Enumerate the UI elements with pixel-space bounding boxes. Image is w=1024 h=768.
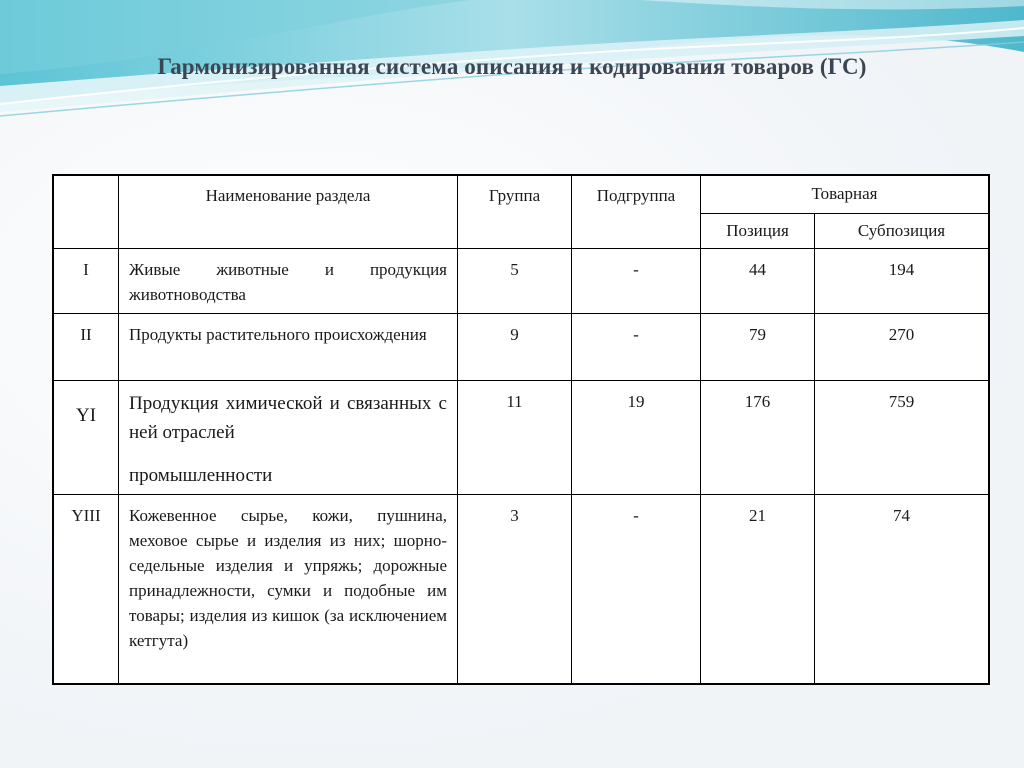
subposition-count: 74 bbox=[893, 506, 910, 525]
position-count: 79 bbox=[749, 325, 766, 344]
subposition-count: 759 bbox=[888, 392, 915, 411]
header-commodity: Товарная bbox=[701, 175, 990, 213]
group-count: 11 bbox=[506, 392, 523, 411]
position-count: 44 bbox=[749, 260, 766, 279]
subgroup-count: - bbox=[633, 506, 639, 525]
section-number: YI bbox=[75, 405, 97, 426]
section-number: II bbox=[80, 325, 92, 344]
position-count: 176 bbox=[744, 392, 771, 411]
hs-sections-table bbox=[52, 174, 990, 685]
group-count: 9 bbox=[510, 325, 519, 344]
group-count: 3 bbox=[510, 506, 519, 525]
header-subgroup: Подгруппа bbox=[572, 175, 701, 249]
line-gap bbox=[129, 447, 447, 461]
section-name: Живые животные и продукция животноводства bbox=[129, 260, 447, 304]
section-name-line: промышленности bbox=[129, 465, 273, 486]
slide-title: Гармонизированная система описания и кодирования товаров (ГС) bbox=[157, 54, 867, 79]
table-row bbox=[53, 381, 989, 495]
header-section-name: Наименование раздела bbox=[119, 175, 458, 249]
subgroup-count: 19 bbox=[627, 392, 645, 411]
table-row bbox=[53, 249, 989, 314]
subposition-count: 194 bbox=[888, 260, 915, 279]
header-number-cell bbox=[53, 175, 119, 249]
subposition-count: 270 bbox=[888, 325, 915, 344]
header-position: Позиция bbox=[701, 213, 815, 248]
section-number: YIII bbox=[71, 506, 101, 525]
table-row bbox=[53, 495, 989, 685]
subgroup-count: - bbox=[633, 260, 639, 279]
section-name: Кожевенное сырье, кожи, пушнина, меховое сырье и изделия из них; шорно-седельные изделия и упряжь; дорожные принадлежности, сумки и подобные им товары; изделия из кишок (за исключением кетгута) bbox=[129, 506, 447, 650]
subgroup-count: - bbox=[633, 325, 639, 344]
section-name-line: Продукция химической и связанных с ней отраслей bbox=[129, 393, 447, 443]
header-group: Группа bbox=[458, 175, 572, 249]
section-number: I bbox=[83, 260, 89, 279]
table-header-row bbox=[53, 175, 989, 213]
group-count: 5 bbox=[510, 260, 519, 279]
section-name: Продукты растительного происхождения bbox=[129, 325, 427, 344]
section-name bbox=[119, 381, 457, 494]
position-count: 21 bbox=[749, 506, 766, 525]
table-row bbox=[53, 314, 989, 381]
header-subposition: Субпозиция bbox=[815, 213, 990, 248]
